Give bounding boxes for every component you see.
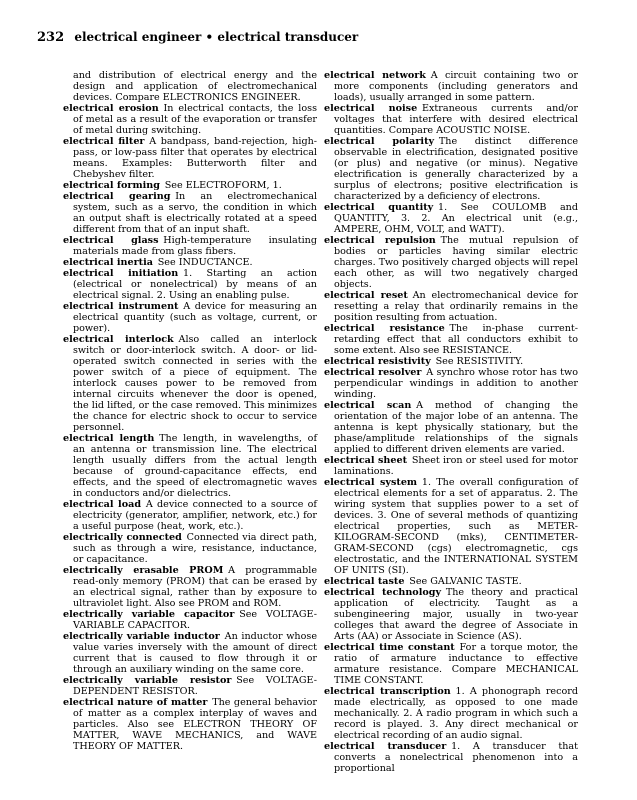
entry-definition: A circuit containing two or more components (including generators and loads), usually arranged in some pattern. — [334, 70, 578, 103]
left-column — [63, 70, 317, 752]
entry-term: electrical load — [63, 499, 142, 510]
dictionary-entry — [324, 235, 578, 290]
dictionary-entry — [324, 103, 578, 136]
dictionary-entry — [63, 697, 317, 752]
dictionary-entry — [324, 367, 578, 400]
dictionary-entry — [324, 686, 578, 741]
entry-definition: An electromechanical device for resetting a relay that ordinarily remains in the position resulting from actuation. — [334, 290, 578, 323]
dictionary-entry — [63, 499, 317, 532]
dictionary-entry — [63, 257, 317, 268]
dictionary-entry — [63, 301, 317, 334]
dictionary-entry — [63, 191, 317, 235]
entry-term: electrical transducer — [324, 741, 447, 752]
entry-term: electrical filter — [63, 136, 145, 147]
right-column — [324, 70, 578, 774]
running-header — [37, 30, 597, 45]
entry-definition: For a torque motor, the ratio of armature inductance to effective armature resistance. Compare MECHANICAL TIME CONSTANT. — [334, 642, 578, 686]
entry-definition: and distribution of electrical energy and the design and application of electromechanical devices. Compare ELECTRONICS ENGINEER. — [73, 70, 317, 103]
dictionary-entry — [63, 609, 317, 631]
entry-term: electrical reset — [324, 290, 408, 301]
entry-definition: 1. A phonograph record made electrically, as opposed to one made mechanically. 2. A radio program in which such a record is played. 3. Any direct mechanical or electrical recording of an audio signal. — [334, 686, 578, 741]
dictionary-entry — [324, 741, 578, 774]
dictionary-entry — [63, 136, 317, 180]
entry-term: electrical inertia — [63, 257, 153, 268]
dictionary-entry — [63, 433, 317, 499]
entry-definition: The theory and practical application of electricity. Taught as a subengineering major, usually in two-year colleges that award the degree of Associate in Arts (AA) or Associate in Science (AS). — [334, 587, 578, 642]
entry-term: electrical initiation — [63, 268, 179, 279]
entry-term: electrical instrument — [63, 301, 179, 312]
entry-definition: 1. The overall configuration of electrical elements for a set of apparatus. 2. The wiring system that supplies power to a set of devices. 3. One of several methods of quantizing electrical properties, such as METER-KILOGRAM-SECOND (mks), CENTIMETER-GRAM-SECOND (cgs) electromagnetic, cgs electrostatic, and the INTERNATIONAL SYSTEM OF UNITS (SI). — [334, 477, 578, 576]
entry-term: electrical transcription — [324, 686, 451, 697]
entry-definition: Sheet iron or steel used for motor laminations. — [334, 455, 579, 477]
entry-definition: The length, in wavelengths, of an antenna or transmission line. The electrical length usually differs from the actual length because of ground-capacitance effects, end effects, and the speed of electromagnetic waves in conductors and/or dielectrics. — [73, 433, 317, 499]
dictionary-entry — [324, 400, 578, 455]
entry-term: electrical repulsion — [324, 235, 436, 246]
dictionary-entry — [63, 631, 317, 675]
entry-definition: 1. See COULOMB and QUANTITY, 3. 2. An electrical unit (e.g., AMPERE, OHM, VOLT, and WATT). — [334, 202, 578, 235]
entry-term: electrical erosion — [63, 103, 159, 114]
page-number: 232 — [37, 30, 65, 45]
entry-definition: Extraneous currents and/or voltages that interfere with desired electrical quantities. Compare ACOUSTIC NOISE. — [334, 103, 579, 136]
entry-term: electrical noise — [324, 103, 418, 114]
entry-term: electrical glass — [63, 235, 159, 246]
entry-definition: In an electromechanical system, such as a servo, the condition in which an output shaft is electrically rotated at a speed different from that of an input shaft. — [73, 191, 318, 235]
dictionary-entry — [63, 235, 317, 257]
entry-definition: See INDUCTANCE. — [157, 257, 253, 268]
dictionary-entry — [324, 136, 578, 202]
dictionary-entry — [324, 323, 578, 356]
entry-definition: Also called an interlock switch or door-interlock switch. A door- or lid-operated switch connected in series with the power switch of a piece of equipment. The interlock causes power to be removed from internal circuits whenever the door is opened, the lid lifted, or the case removed. This minimizes the chance for electric shock to occur to service personnel. — [73, 334, 317, 433]
entry-definition: 1. Starting an action (electrical or nonelectrical) by means of an electrical signal. 2. Using an enabling pulse. — [73, 268, 317, 301]
entry-term: electrical resistance — [324, 323, 445, 334]
entry-definition: See GALVANIC TASTE. — [409, 576, 522, 587]
entry-definition: See RESISTIVITY. — [435, 356, 524, 367]
dictionary-entry — [63, 70, 317, 103]
entry-term: electrical technology — [324, 587, 442, 598]
dictionary-entry — [324, 455, 578, 477]
entry-definition: A programmable read-only memory (PROM) that can be erased by an electrical signal, rather than by exposure to ultraviolet light. Also see PROM and ROM. — [73, 565, 317, 609]
entry-definition: The general behavior of matter as a complex interplay of waves and particles. Also see ELECTRON THEORY OF MATTER, WAVE MECHANICS, and WAVE THEORY OF MATTER. — [73, 697, 317, 752]
dictionary-entry — [324, 202, 578, 235]
dictionary-entry — [63, 180, 317, 191]
entry-definition: Connected via direct path, such as through a wire, resistance, inductance, or capacitance. — [73, 532, 318, 565]
entry-term: electrical quantity — [324, 202, 434, 213]
entry-term: electrical forming — [63, 180, 160, 191]
entry-definition: A device for measuring an electrical quantity (such as voltage, current, or power). — [73, 301, 317, 334]
dictionary-entry — [324, 576, 578, 587]
entry-term: electrical sheet — [324, 455, 408, 466]
dictionary-entry — [324, 477, 578, 576]
entry-term: electrically variable capacitor — [63, 609, 235, 620]
entry-term: electrically variable inductor — [63, 631, 220, 642]
dictionary-entry — [324, 70, 578, 103]
dictionary-entry — [324, 587, 578, 642]
entry-term: electrical resistivity — [324, 356, 431, 367]
dictionary-entry — [324, 356, 578, 367]
entry-definition: High-temperature insulating materials made from glass fibers. — [73, 235, 317, 257]
entry-definition: A device connected to a source of electricity (generator, amplifier, network, etc.) for a useful purpose (heat, work, etc.). — [73, 499, 317, 532]
dictionary-entry — [63, 268, 317, 301]
entry-definition: The mutual repulsion of bodies or particles having similar electric charges. Two positively charged objects will repel each other, as will two negatively charged objects. — [334, 235, 578, 290]
entry-term: electrically erasable PROM — [63, 565, 224, 576]
entry-term: electrical time constant — [324, 642, 455, 653]
entry-definition: In electrical contacts, the loss of metal as a result of the evaporation or transfer of metal during switching. — [73, 103, 317, 136]
entry-definition: The distinct difference observable in electrification, designated positive (or plus) and negative (or minus). Negative electrification is generally characterized by a surplus of electrons; positive electrification is characterized by a deficiency of electrons. — [334, 136, 578, 202]
entry-term: electrical interlock — [63, 334, 174, 345]
entry-definition: A bandpass, band-rejection, high-pass, or low-pass filter that operates by electrical means. Examples: Butterworth filter and Chebyshev filter. — [73, 136, 318, 180]
dictionary-entry — [324, 290, 578, 323]
dictionary-entry — [63, 675, 317, 697]
entry-definition: An inductor whose value varies inversely with the amount of direct current that is caused to flow through it or through an auxiliary winding on the same core. — [73, 631, 317, 675]
entry-definition: See VOLTAGE-VARIABLE CAPACITOR. — [73, 609, 317, 631]
entry-term: electrical nature of matter — [63, 697, 208, 708]
running-head: electrical engineer • electrical transducer — [74, 30, 359, 44]
entry-term: electrically connected — [63, 532, 182, 543]
entry-definition: A synchro whose rotor has two perpendicular windings in addition to another winding. — [334, 367, 579, 400]
entry-definition: 1. A transducer that converts a nonelectrical phenomenon into a proportional — [334, 741, 578, 774]
entry-term: electrical taste — [324, 576, 405, 587]
entry-term: electrical length — [63, 433, 155, 444]
entry-term: electrical resolver — [324, 367, 422, 378]
entry-term: electrical gearing — [63, 191, 171, 202]
entry-term: electrical scan — [324, 400, 412, 411]
entry-definition: A method of changing the orientation of the major lobe of an antenna. The antenna is kept physically stationary, but the phase/amplitude relationships of the signals applied to different driven elements are varied. — [334, 400, 578, 455]
entry-term: electrical network — [324, 70, 426, 81]
dictionary-entry — [63, 334, 317, 433]
entry-term: electrically variable resistor — [63, 675, 232, 686]
entry-definition: See VOLTAGE-DEPENDENT RESISTOR. — [73, 675, 317, 697]
entry-term: electrical system — [324, 477, 418, 488]
entry-definition: See ELECTROFORM, 1. — [164, 180, 282, 191]
dictionary-entry — [63, 565, 317, 609]
entry-definition: The in-phase current-retarding effect that all conductors exhibit to some extent. Also see RESISTANCE. — [334, 323, 578, 356]
entry-term: electrical polarity — [324, 136, 435, 147]
dictionary-entry — [324, 642, 578, 686]
dictionary-entry — [63, 103, 317, 136]
dictionary-entry — [63, 532, 317, 565]
